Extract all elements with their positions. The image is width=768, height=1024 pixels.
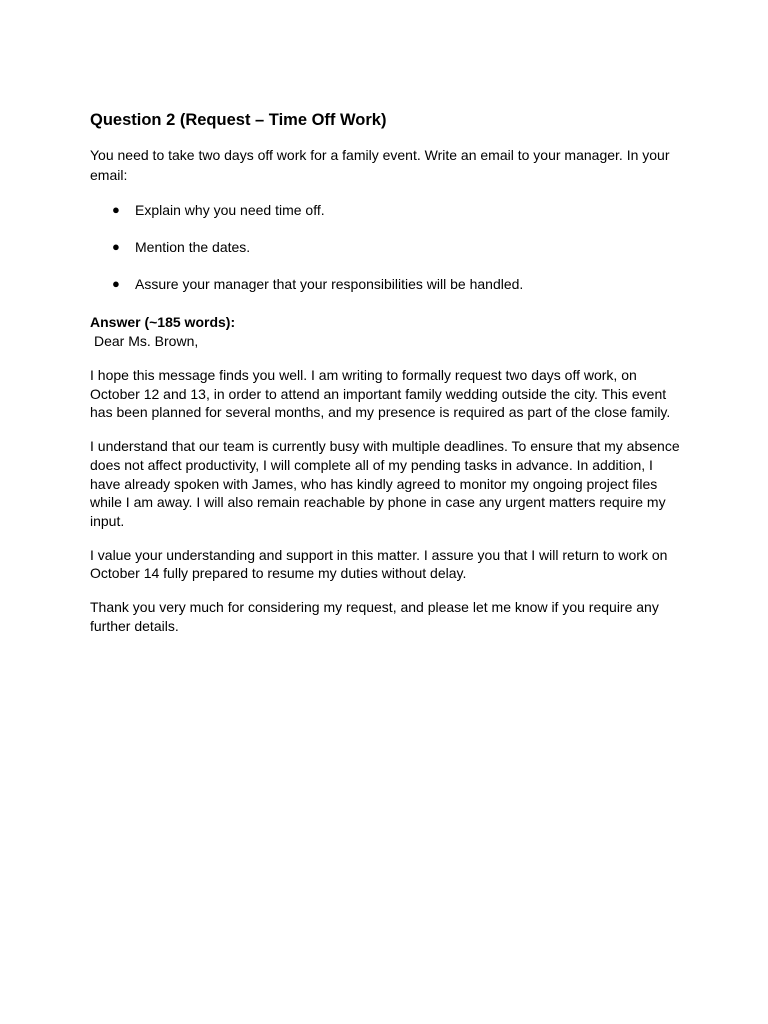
- answer-heading: Answer (~185 words):: [90, 314, 236, 330]
- list-item: [90, 201, 690, 219]
- email-paragraph: Thank you very much for considering my request, and please let me know if you require any further details.: [90, 599, 659, 634]
- list-item-text: Explain why you need time off.: [135, 202, 325, 218]
- bullet-icon: ●: [112, 276, 120, 291]
- email-paragraph: I value your understanding and support in this matter. I assure you that I will return to work on October 14 fully prepared to resume my duties without delay.: [90, 546, 668, 582]
- list-item-text: Assure your manager that your responsibilities will be handled.: [135, 276, 524, 292]
- bullet-icon: ●: [112, 202, 120, 217]
- list-item: [90, 238, 690, 256]
- instruction-list: [90, 201, 690, 293]
- document-page: [90, 108, 690, 635]
- bullet-icon: ●: [112, 239, 120, 254]
- list-item-text: Mention the dates.: [135, 239, 251, 255]
- question-title: Question 2 (Request – Time Off Work): [90, 111, 387, 129]
- question-prompt: You need to take two days off work for a family event. Write an email to your manager. In your email:: [90, 147, 670, 183]
- email-paragraph: I understand that our team is currently busy with multiple deadlines. To ensure that my absence does not affect productivity, I will complete all of my pending tasks in advance. In addition, I have already spoken with James, who has kindly agreed to monitor my ongoing project files while I am away. I will also remain reachable by phone in case any urgent matters require my input.: [90, 438, 680, 529]
- email-paragraph: I hope this message finds you well. I am writing to formally request two days off work, on October 12 and 13, in order to attend an important family wedding outside the city. This event has been planned for several months, and my presence is required as part of the close family.: [90, 367, 671, 421]
- email-salutation: Dear Ms. Brown,: [94, 333, 199, 349]
- list-item: [90, 275, 690, 293]
